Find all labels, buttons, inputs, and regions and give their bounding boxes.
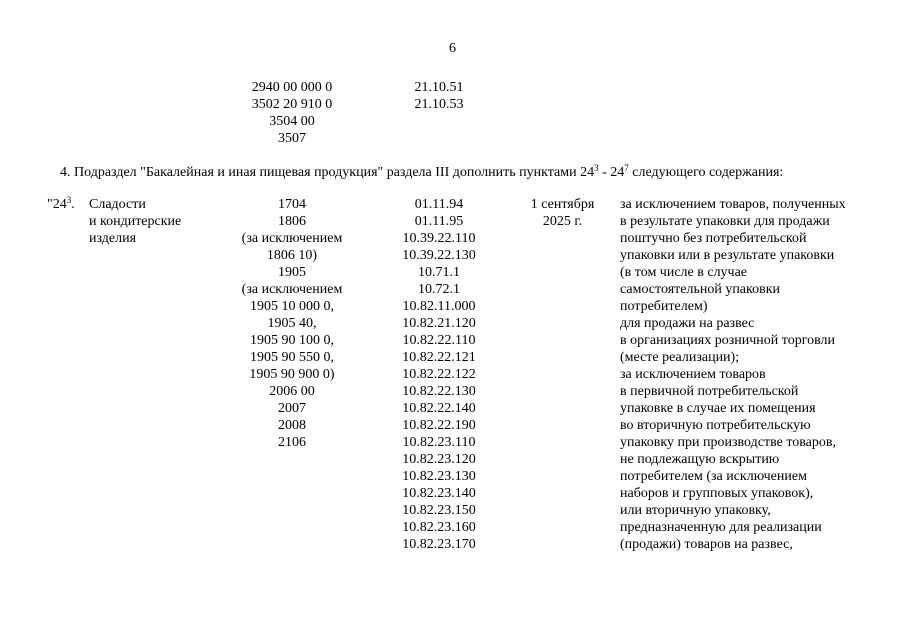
okpd-code: 10.82.23.110 (402, 435, 476, 450)
note-line: не подлежащую вскрытию (620, 452, 780, 467)
tnved-code: 2106 (278, 435, 306, 450)
superscript: 3 (66, 195, 72, 205)
tnved-code: (за исключением (241, 231, 343, 246)
note-line: в организациях розничной торговли (620, 333, 835, 348)
note-line: наборов и групповых упаковок), (620, 486, 814, 501)
item-name-line: изделия (89, 231, 137, 246)
tnved-code: 2006 00 (269, 384, 315, 399)
tnved-code: 1905 10 000 0, (250, 299, 334, 314)
note-line: в результате упаковки для продажи (620, 214, 830, 229)
tnved-code: 1905 90 550 0, (250, 350, 334, 365)
tnved-code: 1905 90 900 0) (249, 367, 335, 382)
okpd-code: 10.82.23.170 (402, 537, 476, 552)
item-number-text: "24 (47, 197, 67, 212)
item-number-suffix: . (71, 197, 75, 212)
okpd-code: 10.82.22.190 (402, 418, 476, 433)
item-tnved-column (230, 196, 354, 451)
okpd-code: 10.82.22.110 (402, 333, 476, 348)
tnved-code: 1905 40, (267, 316, 317, 331)
item-note-column (620, 196, 890, 553)
tnved-code: 2008 (278, 418, 306, 433)
tnved-code: 1905 90 100 0, (250, 333, 334, 348)
paragraph-text: - 24 (598, 165, 625, 180)
okpd-code: 10.82.22.130 (402, 384, 476, 399)
superscript: 3 (594, 163, 599, 173)
note-line: предназначенную для реализации (620, 520, 822, 535)
okpd-code: 10.82.23.150 (402, 503, 476, 518)
note-line: поштучно без потребительской (620, 231, 807, 246)
note-line: потребителем) (620, 299, 708, 314)
okpd-code: 10.82.22.121 (402, 350, 476, 365)
effective-date-line: 2025 г. (542, 214, 583, 229)
amendment-paragraph (60, 164, 783, 181)
note-line: для продажи на развес (620, 316, 755, 331)
top-okpd-column (386, 79, 492, 113)
okpd-code: 10.82.23.130 (402, 469, 476, 484)
note-line: (продажи) товаров на развес, (620, 537, 793, 552)
okpd-code: 21.10.53 (414, 97, 464, 112)
tnved-code: 3502 20 910 0 (251, 97, 333, 112)
tnved-code: 3504 00 (269, 114, 315, 129)
note-line: за исключением товаров (620, 367, 766, 382)
okpd-code: 10.82.23.120 (402, 452, 476, 467)
tnved-code: (за исключением (241, 282, 343, 297)
tnved-code: 2007 (278, 401, 306, 416)
okpd-code: 10.82.23.140 (402, 486, 476, 501)
item-okpd-column (386, 196, 492, 553)
item-name-line: и кондитерские (89, 214, 182, 229)
note-line: самостоятельной упаковки (620, 282, 781, 297)
tnved-code: 3507 (278, 131, 306, 146)
note-line: (в том числе в случае (620, 265, 748, 280)
note-line: упаковке в случае их помещения (620, 401, 816, 416)
effective-date-line: 1 сентября (530, 197, 595, 212)
note-line: (месте реализации); (620, 350, 740, 365)
note-line: во вторичную потребительскую (620, 418, 811, 433)
item-number (47, 196, 75, 213)
top-tnved-column (234, 79, 350, 147)
note-line: потребителем (за исключением (620, 469, 807, 484)
paragraph-text: 4. Подраздел "Бакалейная и иная пищевая продукция" раздела III дополнить пунктами 24 (60, 165, 595, 180)
note-line: упаковку при производстве товаров, (620, 435, 837, 450)
okpd-code: 10.82.22.140 (402, 401, 476, 416)
page-number: 6 (449, 41, 456, 56)
tnved-code: 1806 10) (266, 248, 318, 263)
okpd-code: 10.82.21.120 (402, 316, 476, 331)
note-line: за исключением товаров, полученных (620, 197, 846, 212)
okpd-code: 10.82.11.000 (402, 299, 476, 314)
okpd-code: 10.71.1 (418, 265, 460, 280)
okpd-code: 21.10.51 (414, 80, 464, 95)
item-name-line: Сладости (89, 197, 146, 212)
okpd-code: 10.72.1 (418, 282, 460, 297)
tnved-code: 1806 (278, 214, 306, 229)
okpd-code: 10.39.22.130 (402, 248, 476, 263)
okpd-code: 10.82.23.160 (402, 520, 476, 535)
tnved-code: 2940 00 000 0 (251, 80, 333, 95)
tnved-code: 1704 (278, 197, 306, 212)
note-line: упаковки или в результате упаковки (620, 248, 835, 263)
superscript: 7 (624, 163, 629, 173)
okpd-code: 01.11.94 (414, 197, 464, 212)
note-line: или вторичную упаковку, (620, 503, 771, 518)
okpd-code: 10.39.22.110 (402, 231, 476, 246)
paragraph-text: следующего содержания: (628, 165, 784, 180)
okpd-code: 01.11.95 (414, 214, 464, 229)
item-name-column (89, 196, 219, 247)
okpd-code: 10.82.22.122 (402, 367, 476, 382)
item-date-column (515, 196, 610, 230)
tnved-code: 1905 (278, 265, 306, 280)
note-line: в первичной потребительской (620, 384, 799, 399)
